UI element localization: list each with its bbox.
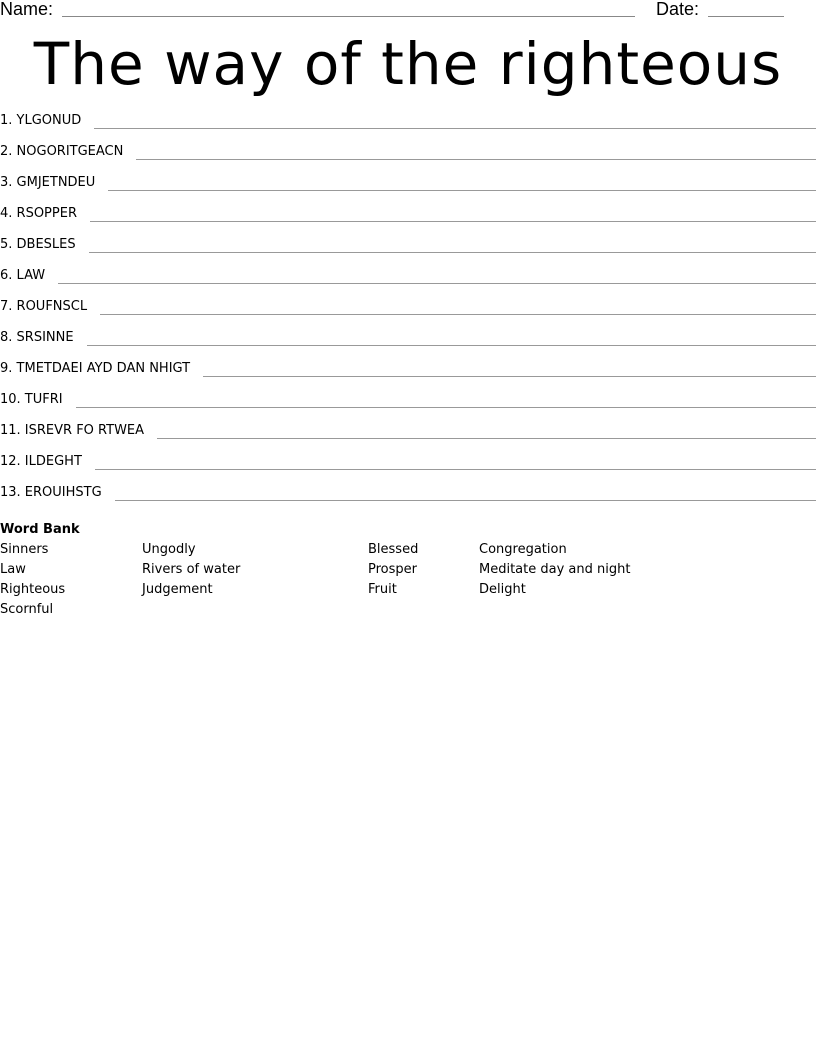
question-row: [0, 482, 816, 513]
word-bank-item: Blessed: [368, 542, 419, 557]
question-scrambled-word: 8. SRSINNE: [0, 330, 74, 345]
answer-blank-line: [90, 221, 816, 222]
word-bank-item: Congregation: [479, 542, 567, 557]
name-label: Name:: [0, 0, 54, 19]
word-bank-item: Rivers of water: [142, 562, 241, 577]
answer-blank-line: [87, 345, 816, 346]
question-scrambled-word: 1. YLGONUD: [0, 113, 82, 128]
answer-blank-line: [115, 500, 816, 501]
word-bank-item: Judgement: [142, 582, 213, 597]
question-row: [0, 234, 816, 265]
answer-blank-line: [89, 252, 816, 253]
answer-blank-line: [203, 376, 816, 377]
answer-blank-line: [58, 283, 816, 284]
question-row: [0, 451, 816, 482]
answer-blank-line: [108, 190, 816, 191]
page-title: The way of the righteous: [33, 30, 783, 98]
question-row: [0, 203, 816, 234]
question-list: [0, 110, 816, 513]
answer-blank-line: [95, 469, 816, 470]
question-row: [0, 327, 816, 358]
question-scrambled-word: 4. RSOPPER: [0, 206, 77, 221]
word-bank-title: Word Bank: [0, 522, 80, 537]
question-scrambled-word: 3. GMJETNDEU: [0, 175, 96, 190]
question-row: [0, 141, 816, 172]
word-bank-item: Ungodly: [142, 542, 196, 557]
question-row: [0, 110, 816, 141]
word-bank-item: Righteous: [0, 582, 66, 597]
word-bank-item: Sinners: [0, 542, 49, 557]
question-scrambled-word: 11. ISREVR FO RTWEA: [0, 423, 145, 438]
question-scrambled-word: 12. ILDEGHT: [0, 454, 82, 469]
word-bank-item: Scornful: [0, 602, 54, 617]
answer-blank-line: [157, 438, 816, 439]
question-scrambled-word: 7. ROUFNSCL: [0, 299, 88, 314]
question-scrambled-word: 13. EROUIHSTG: [0, 485, 102, 500]
date-blank-line: [708, 16, 784, 17]
question-row: [0, 389, 816, 420]
answer-blank-line: [94, 128, 816, 129]
question-row: [0, 296, 816, 327]
word-bank-item: Law: [0, 562, 26, 577]
question-row: [0, 420, 816, 451]
question-row: [0, 172, 816, 203]
question-scrambled-word: 5. DBESLES: [0, 237, 76, 252]
answer-blank-line: [136, 159, 816, 160]
name-blank-line: [62, 16, 635, 17]
word-bank-item: Prosper: [368, 562, 417, 577]
question-row: [0, 265, 816, 296]
question-scrambled-word: 2. NOGORITGEACN: [0, 144, 124, 159]
header: [0, 0, 816, 24]
question-row: [0, 358, 816, 389]
word-bank-item: Meditate day and night: [479, 562, 631, 577]
word-bank-item: Fruit: [368, 582, 397, 597]
answer-blank-line: [100, 314, 816, 315]
word-bank-item: Delight: [479, 582, 526, 597]
question-scrambled-word: 10. TUFRI: [0, 392, 63, 407]
answer-blank-line: [76, 407, 816, 408]
question-scrambled-word: 9. TMETDAEI AYD DAN NHIGT: [0, 361, 191, 376]
date-label: Date:: [656, 0, 700, 19]
question-scrambled-word: 6. LAW: [0, 268, 46, 283]
